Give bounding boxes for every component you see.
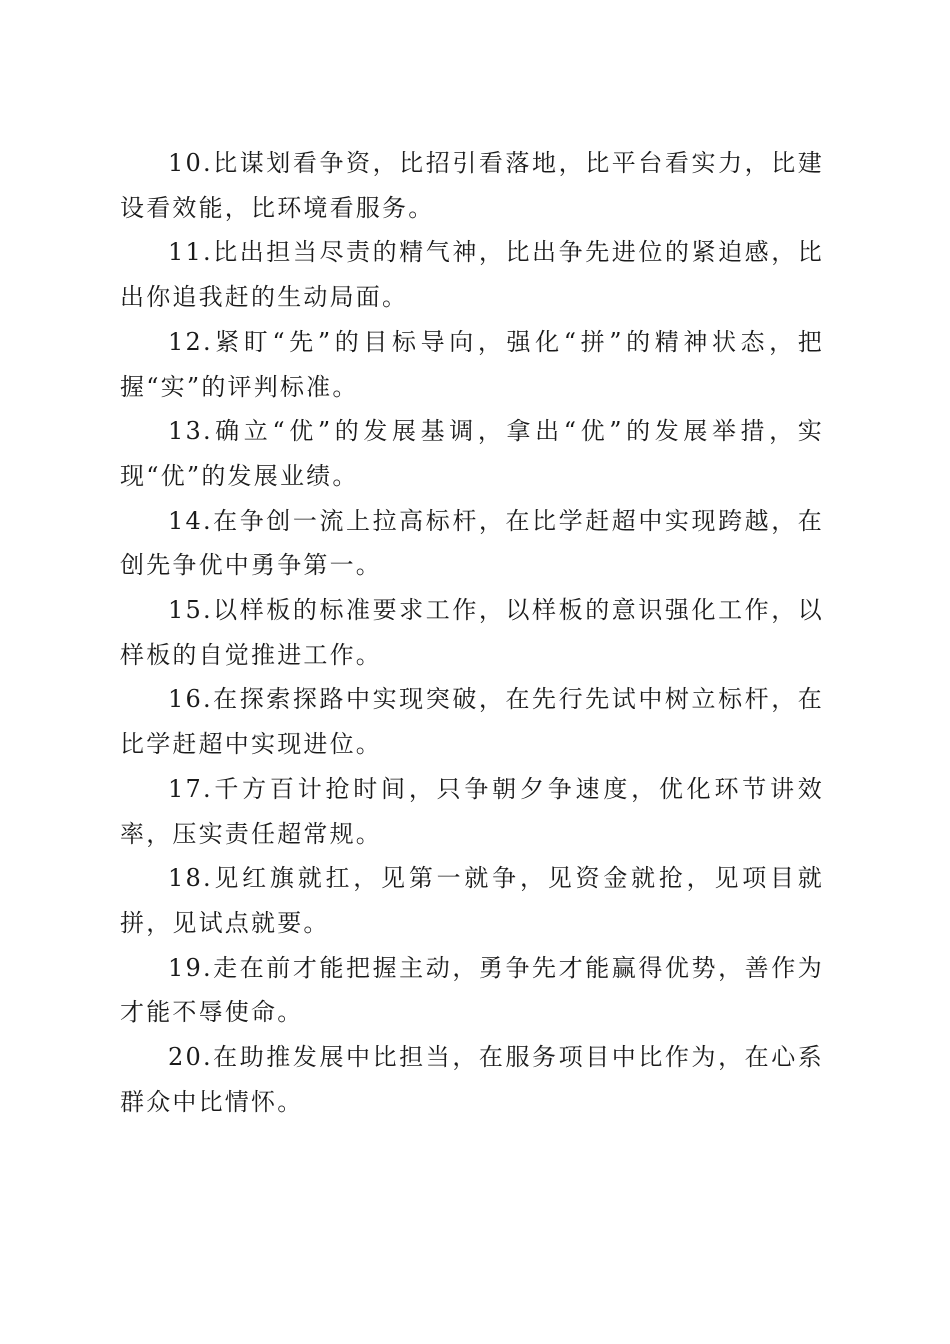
- paragraph-20: 20.在助推发展中比担当，在服务项目中比作为，在心系群众中比情怀。: [120, 1043, 824, 1116]
- paragraph-14: 14.在争创一流上拉高标杆，在比学赶超中实现跨越，在创先争优中勇争第一。: [120, 506, 824, 580]
- paragraph-12: 12.紧盯“先”的目标导向，强化“拼”的精神状态，把握“实”的评判标准。: [120, 327, 824, 401]
- document-body: [120, 141, 824, 1124]
- paragraph-16: 16.在探索探路中实现突破，在先行先试中树立标杆，在比学赶超中实现进位。: [120, 685, 824, 759]
- paragraph-19: 19.走在前才能把握主动，勇争先才能赢得优势，善作为才能不辱使命。: [120, 953, 824, 1027]
- paragraph-17: 17.千方百计抢时间，只争朝夕争速度，优化环节讲效率，压实责任超常规。: [120, 774, 824, 848]
- paragraph-15: 15.以样板的标准要求工作，以样板的意识强化工作，以样板的自觉推进工作。: [120, 596, 824, 669]
- paragraph-18: 18.见红旗就扛，见第一就争，见资金就抢，见项目就拼，见试点就要。: [120, 864, 824, 937]
- paragraph-13: 13.确立“优”的发展基调，拿出“优”的发展举措，实现“优”的发展业绩。: [120, 417, 824, 490]
- paragraph-11: 11.比出担当尽责的精气神，比出争先进位的紧迫感，比出你追我赶的生动局面。: [120, 238, 824, 312]
- paragraph-10: 10.比谋划看争资，比招引看落地，比平台看实力，比建设看效能，比环境看服务。: [120, 149, 824, 222]
